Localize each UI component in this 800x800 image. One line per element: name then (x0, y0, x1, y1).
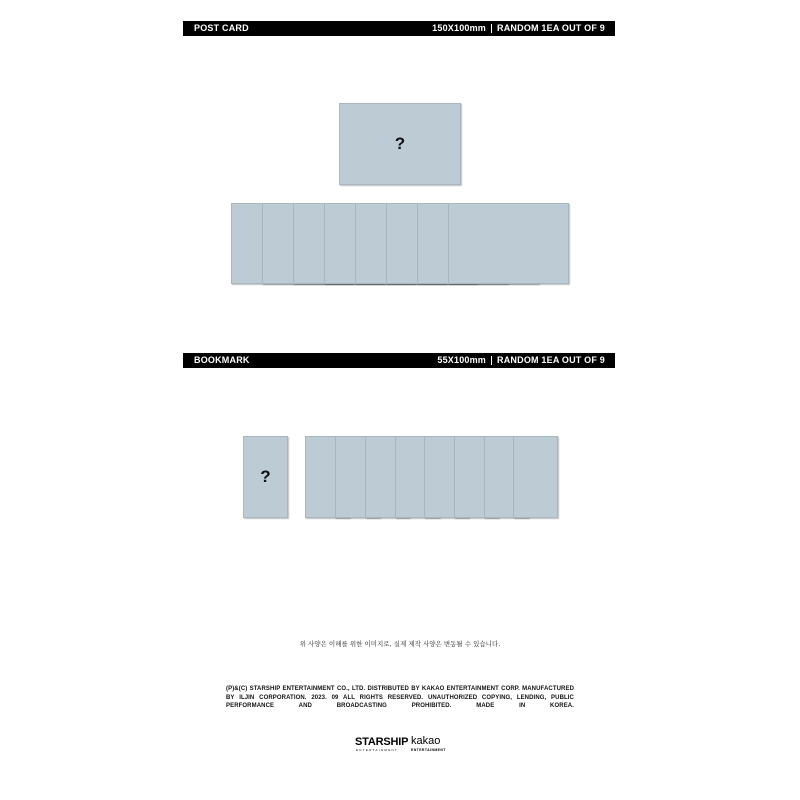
postcard-size: 150X100mm (432, 23, 487, 33)
bookmark-title: BOOKMARK (194, 355, 250, 365)
postcard-item (448, 203, 569, 284)
starship-logo: STARSHIP (355, 736, 409, 748)
legal-copyright-text: (P)&(C) STARSHIP ENTERTAINMENT CO., LTD. DISTRIBUTED BY KAKAO ENTERTAINMENT CORP. MANUFACTURED BY ILJIN CORPORATION. 2023. 09 ALL RIGHTS RESERVED. UNAUTHORIZED COPYING, LENDING, PUBLIC PERFORMANCE AND BROADCASTING PROHIBITED. MADE IN KOREA. (226, 686, 574, 709)
bookmark-size: 55X100mm (437, 355, 487, 365)
starship-logo-subtitle: ENTERTAINMENT (356, 748, 399, 752)
postcard-spec (432, 21, 605, 36)
disclaimer-text: 위 사양은 이해를 위한 이미지로, 실제 제작 사양은 변동될 수 있습니다. (299, 640, 501, 648)
postcard-mystery-card (339, 103, 461, 185)
kakao-logo: kakao (411, 735, 441, 747)
postcard-random: RANDOM 1EA OUT OF 9 (497, 23, 605, 33)
question-mark-icon: ? (260, 467, 271, 486)
divider (491, 356, 492, 365)
logo-group (355, 736, 455, 758)
question-mark-icon: ? (394, 134, 406, 153)
postcard-header-bar (183, 21, 615, 36)
bookmark-random: RANDOM 1EA OUT OF 9 (497, 355, 605, 365)
bookmark-item (513, 436, 558, 518)
bookmark-header-bar (183, 353, 615, 368)
bookmark-mystery-card (243, 436, 288, 518)
postcard-title: POST CARD (194, 23, 249, 33)
kakao-logo-subtitle: ENTERTAINMENT (411, 748, 446, 752)
bookmark-spec (437, 353, 605, 368)
divider (491, 24, 492, 33)
